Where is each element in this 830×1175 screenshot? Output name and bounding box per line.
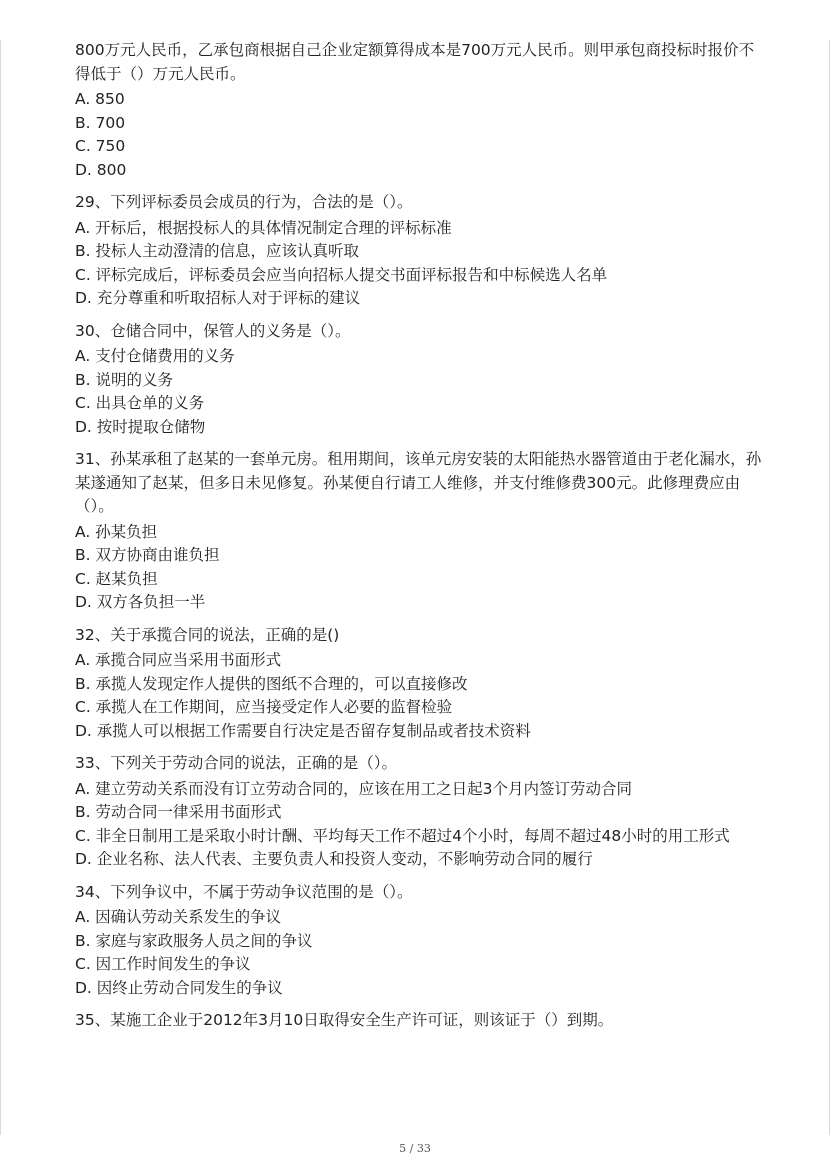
question-stem: 30、仓储合同中，保管人的义务是（）。 bbox=[75, 321, 351, 340]
option-c: C. 非全日制用工是采取小时计酬、平均每天工作不超过4个小时，每周不超过48小时的用工形式 bbox=[75, 826, 730, 845]
question-stem: 31、孙某承租了赵某的一套单元房。租用期间，该单元房安装的太阳能热水器管道由于老化漏水，孙某遂通知了赵某，但多日未见修复。孙某便自行请工人维修，并支付维修费300元。此修理费应由（）。 bbox=[75, 450, 762, 515]
question-stem: 800万元人民币，乙承包商根据自己企业定额算得成本是700万元人民币。则甲承包商投标时报价不得低于（）万元人民币。 bbox=[75, 41, 755, 83]
option-a: A. 开标后，根据投标人的具体情况制定合理的评标标准 bbox=[75, 218, 452, 237]
question-34 bbox=[75, 881, 765, 1001]
option-b: B. 承揽人发现定作人提供的图纸不合理的，可以直接修改 bbox=[75, 674, 468, 693]
option-b: B. 家庭与家政服务人员之间的争议 bbox=[75, 931, 313, 950]
option-d: D. 双方各负担一半 bbox=[75, 593, 206, 611]
document-page-content bbox=[75, 39, 765, 1042]
page-left-edge bbox=[0, 40, 1, 1135]
option-b: B. 700 bbox=[75, 113, 126, 132]
option-a: A. 850 bbox=[75, 90, 125, 108]
option-a: A. 支付仓储费用的义务 bbox=[75, 347, 235, 365]
question-stem: 33、下列关于劳动合同的说法，正确的是（）。 bbox=[75, 754, 397, 772]
page-number: 5 / 33 bbox=[399, 1142, 431, 1155]
option-c: C. 750 bbox=[75, 137, 126, 155]
option-a: A. 承揽合同应当采用书面形式 bbox=[75, 651, 282, 669]
question-33 bbox=[75, 752, 765, 872]
question-stem: 29、下列评标委员会成员的行为，合法的是（）。 bbox=[75, 193, 413, 211]
option-c: C. 因工作时间发生的争议 bbox=[75, 955, 251, 973]
option-d: D. 企业名称、法人代表、主要负责人和投资人变动，不影响劳动合同的履行 bbox=[75, 850, 593, 868]
option-d: D. 充分尊重和听取招标人对于评标的建议 bbox=[75, 289, 361, 307]
option-d: D. 800 bbox=[75, 160, 127, 179]
option-b: B. 投标人主动澄清的信息，应该认真听取 bbox=[75, 242, 359, 260]
option-d: D. 承揽人可以根据工作需要自行决定是否留存复制品或者技术资料 bbox=[75, 721, 531, 740]
option-d: D. 按时提取仓储物 bbox=[75, 417, 206, 436]
option-a: A. 建立劳动关系而没有订立劳动合同的，应该在用工之日起3个月内签订劳动合同 bbox=[75, 779, 633, 798]
option-c: C. 赵某负担 bbox=[75, 569, 158, 588]
question-35 bbox=[75, 1009, 765, 1033]
option-b: B. 说明的义务 bbox=[75, 370, 173, 389]
option-b: B. 劳动合同一律采用书面形式 bbox=[75, 803, 282, 821]
question-stem: 35、某施工企业于2012年3月10日取得安全生产许可证，则该证于（）到期。 bbox=[75, 1011, 614, 1029]
option-d: D. 因终止劳动合同发生的争议 bbox=[75, 978, 283, 997]
question-29 bbox=[75, 191, 765, 311]
option-b: B. 双方协商由谁负担 bbox=[75, 546, 220, 564]
option-c: C. 出具仓单的义务 bbox=[75, 394, 205, 412]
question-28-continued bbox=[75, 39, 765, 182]
question-stem: 32、关于承揽合同的说法，正确的是() bbox=[75, 625, 340, 644]
question-stem: 34、下列争议中，不属于劳动争议范围的是（）。 bbox=[75, 882, 413, 901]
option-c: C. 评标完成后，评标委员会应当向招标人提交书面评标报告和中标候选人名单 bbox=[75, 265, 608, 284]
question-30 bbox=[75, 320, 765, 440]
option-c: C. 承揽人在工作期间，应当接受定作人必要的监督检验 bbox=[75, 698, 453, 716]
option-a: A. 孙某负担 bbox=[75, 522, 158, 541]
question-32 bbox=[75, 624, 765, 744]
option-a: A. 因确认劳动关系发生的争议 bbox=[75, 908, 282, 926]
question-31 bbox=[75, 448, 765, 615]
